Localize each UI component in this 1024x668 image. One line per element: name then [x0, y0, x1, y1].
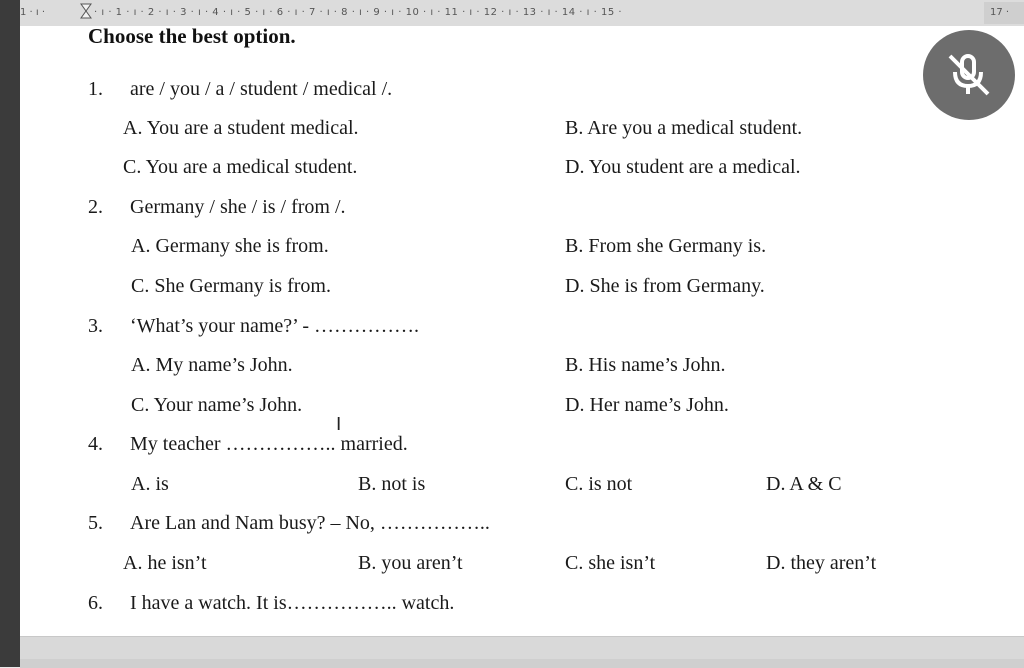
question-4	[88, 433, 408, 456]
question-5	[88, 512, 490, 535]
question-number: 2.	[88, 196, 103, 218]
question-prompt: ‘What’s your name?’ - …………….	[130, 315, 419, 337]
option-2d: D. She is from Germany.	[565, 275, 765, 297]
question-prompt: My teacher …………….. married.	[130, 433, 408, 455]
option-5a: A. he isn’t	[123, 552, 207, 574]
question-3	[88, 315, 419, 338]
question-prompt: Are Lan and Nam busy? – No, ……………..	[130, 512, 490, 534]
option-5c: C. she isn’t	[565, 552, 656, 574]
left-gutter	[0, 0, 20, 667]
question-prompt: are / you / a / student / medical /.	[130, 78, 393, 100]
text-cursor-icon: I	[336, 414, 342, 435]
document-page[interactable]	[20, 26, 1024, 636]
ruler-right-margin	[984, 2, 1024, 24]
option-2a: A. Germany she is from.	[131, 235, 329, 257]
option-2c: C. She Germany is from.	[131, 275, 331, 297]
indent-marker-icon[interactable]	[80, 3, 92, 19]
option-3c: C. Your name’s John.	[131, 394, 303, 416]
question-1	[88, 78, 392, 101]
option-4a: A. is	[131, 473, 169, 495]
option-3a: A. My name’s John.	[131, 354, 293, 376]
question-6	[88, 592, 454, 615]
question-number: 4.	[88, 433, 103, 455]
option-1b: B. Are you a medical student.	[565, 117, 803, 139]
question-number: 6.	[88, 592, 103, 614]
question-number: 1.	[88, 78, 103, 100]
question-prompt: I have a watch. It is…………….. watch.	[130, 592, 455, 614]
option-5b: B. you aren’t	[358, 552, 463, 574]
ruler-start-label: 1 · ı ·	[20, 7, 46, 18]
section-heading: Choose the best option.	[88, 26, 296, 48]
question-number: 5.	[88, 512, 103, 534]
question-number: 3.	[88, 315, 103, 337]
question-prompt: Germany / she / is / from /.	[130, 196, 346, 218]
microphone-off-icon[interactable]	[923, 30, 1015, 120]
option-2b: B. From she Germany is.	[565, 235, 767, 257]
option-3b: B. His name’s John.	[565, 354, 726, 376]
option-1a: A. You are a student medical.	[123, 117, 359, 139]
ruler-end-label: 17 ·	[990, 7, 1010, 18]
option-4d: D. A & C	[766, 473, 842, 495]
option-1d: D. You student are a medical.	[565, 156, 801, 178]
question-2	[88, 196, 346, 219]
option-1c: C. You are a medical student.	[123, 156, 358, 178]
option-5d: D. they aren’t	[766, 552, 877, 574]
option-4b: B. not is	[358, 473, 426, 495]
option-4c: C. is not	[565, 473, 633, 495]
status-area	[20, 636, 1024, 668]
option-3d: D. Her name’s John.	[565, 394, 729, 416]
ruler-ticks: · ı · 1 · ı · 2 · ı · 3 · ı · 4 · ı · 5 · ı · 6 · ı · 7 · ı · 8 · ı · 9 · ı · 10 · ı · 11 · ı · 12 · ı · 13 · ı · 14 · ı · 15 ·	[94, 7, 623, 18]
horizontal-ruler[interactable]	[20, 0, 1024, 27]
